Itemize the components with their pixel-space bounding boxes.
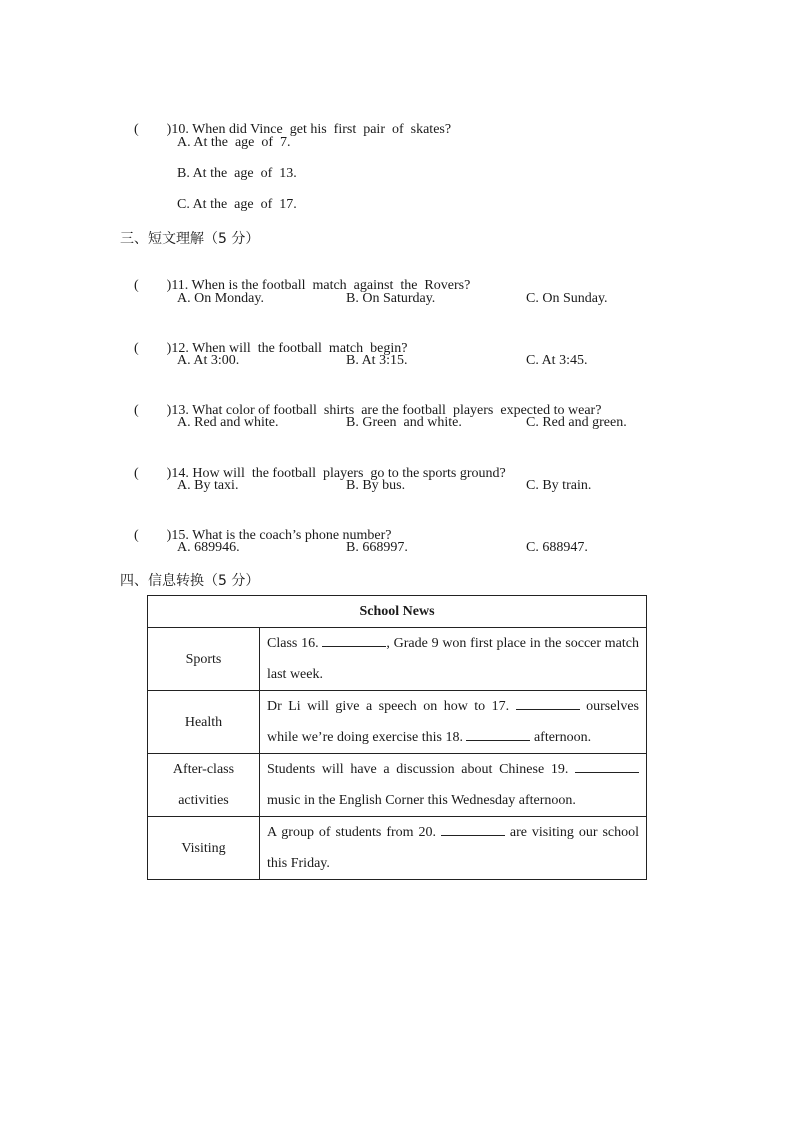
row-category: Sports xyxy=(148,628,260,691)
option-b: B. By bus. xyxy=(346,478,406,493)
option-a: A. 689946. xyxy=(177,540,240,555)
table-row xyxy=(148,817,647,880)
option-a: A. Red and white. xyxy=(177,415,279,430)
option-b: B. At the age of 13. xyxy=(177,166,297,181)
answer-bracket[interactable]: ( ) xyxy=(134,466,172,481)
option-c: C. On Sunday. xyxy=(526,291,608,306)
option-c: C. Red and green. xyxy=(526,415,627,430)
question-text: 10. When did Vince get his first pair of skates? xyxy=(171,122,452,137)
option-a: A. On Monday. xyxy=(177,291,264,306)
answer-bracket[interactable]: ( ) xyxy=(134,278,172,293)
question-text: 14. How will the football players go to the sports ground? xyxy=(171,466,506,481)
content-text: are visiting our school this Friday. xyxy=(267,825,640,871)
question-text: 13. What color of football shirts are the football players expected to wear? xyxy=(171,403,602,418)
content-text: music in the English Corner this Wednesday afternoon. xyxy=(267,793,576,808)
option-b: B. On Saturday. xyxy=(346,291,436,306)
content-text: ourselves while we’re doing exercise this 18. xyxy=(267,699,639,745)
question-text: 15. What is the coach’s phone number? xyxy=(171,528,392,543)
blank-18[interactable] xyxy=(466,726,530,741)
option-a: A. At 3:00. xyxy=(177,353,240,368)
row-category: After-class activities xyxy=(148,754,260,817)
blank-20[interactable] xyxy=(441,821,505,836)
option-a: A. At the age of 7. xyxy=(177,135,291,150)
content-text: Students will have a discussion about Chinese 19. xyxy=(267,762,575,777)
option-c: C. At the age of 17. xyxy=(177,197,297,212)
answer-bracket[interactable]: ( ) xyxy=(134,403,172,418)
row-content xyxy=(260,691,647,754)
section-title-info-transfer: 四、信息转换（5 分） xyxy=(120,573,260,589)
row-content xyxy=(260,628,647,691)
question-text: 11. When is the football match against the Rovers? xyxy=(171,278,471,293)
table-row xyxy=(148,691,647,754)
school-news-table xyxy=(147,595,647,880)
blank-17[interactable] xyxy=(516,695,580,710)
blank-16[interactable] xyxy=(322,632,386,647)
option-b: B. At 3:15. xyxy=(346,353,408,368)
option-c: C. At 3:45. xyxy=(526,353,588,368)
blank-19[interactable] xyxy=(575,758,639,773)
content-text: afternoon. xyxy=(530,730,592,745)
answer-bracket[interactable]: ( ) xyxy=(134,341,172,356)
table-row xyxy=(148,628,647,691)
table-title: School News xyxy=(148,596,647,628)
answer-bracket[interactable]: ( ) xyxy=(134,122,172,137)
option-b: B. 668997. xyxy=(346,540,408,555)
option-b: B. Green and white. xyxy=(346,415,462,430)
row-content xyxy=(260,817,647,880)
option-c: C. 688947. xyxy=(526,540,588,555)
option-c: C. By train. xyxy=(526,478,592,493)
row-category: Health xyxy=(148,691,260,754)
content-text: A group of students from 20. xyxy=(267,825,441,840)
option-a: A. By taxi. xyxy=(177,478,239,493)
section-title-reading: 三、短文理解（5 分） xyxy=(120,231,260,247)
question-text: 12. When will the football match begin? xyxy=(171,341,408,356)
table-row xyxy=(148,754,647,817)
content-text: Class 16. xyxy=(267,636,323,651)
content-text: , Grade 9 won first place in the soccer match last week. xyxy=(267,636,639,682)
content-text: Dr Li will give a speech on how to 17. xyxy=(267,699,516,714)
row-category: Visiting xyxy=(148,817,260,880)
answer-bracket[interactable]: ( ) xyxy=(134,528,172,543)
row-content xyxy=(260,754,647,817)
